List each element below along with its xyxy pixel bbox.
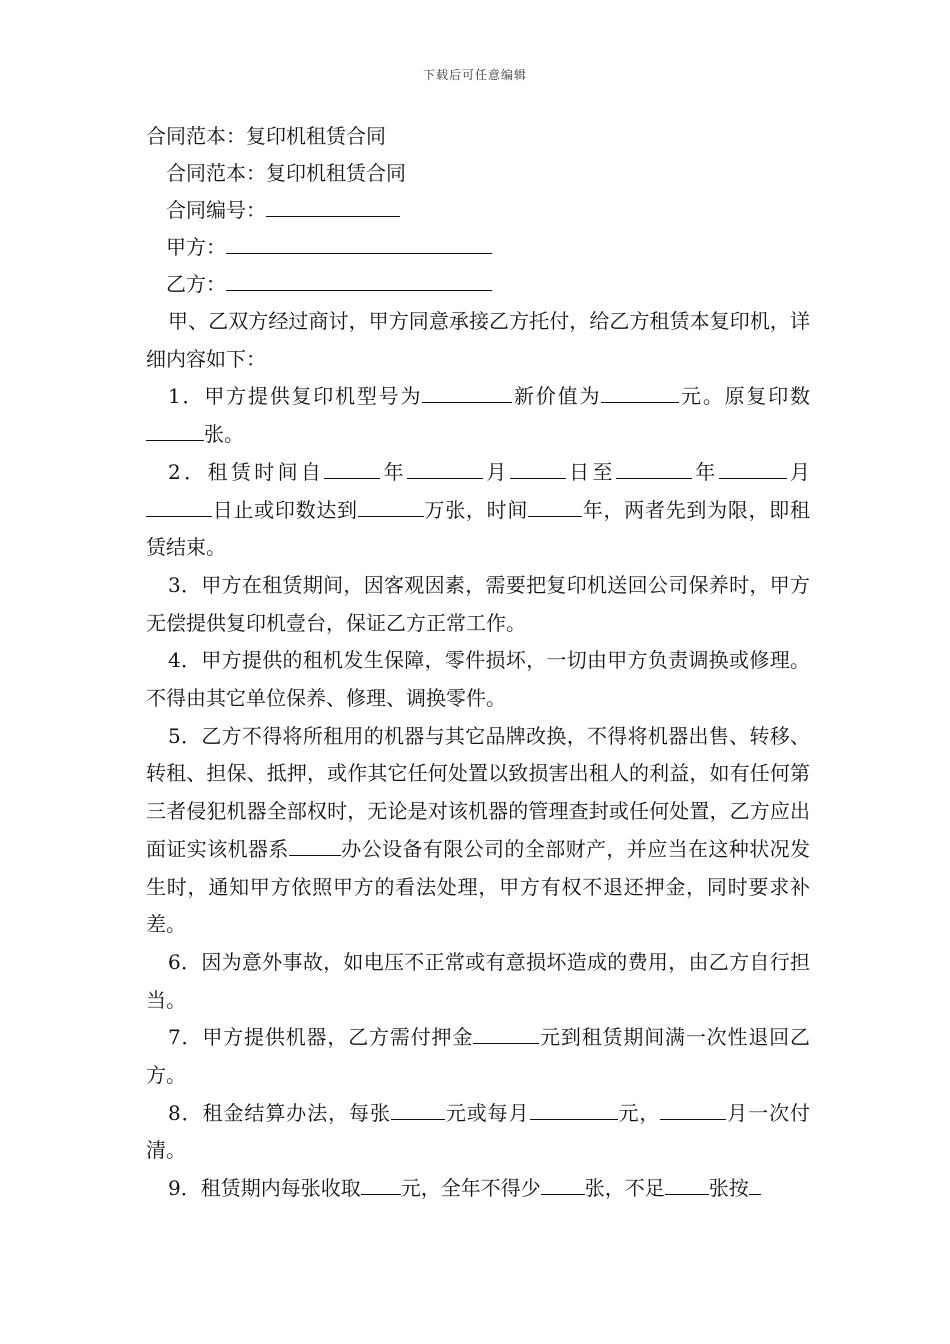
clause-text: 张按 — [708, 1176, 749, 1201]
fill-in-blank — [407, 456, 483, 479]
clause-text: 张。 — [204, 422, 244, 447]
fill-in-blank — [601, 380, 679, 403]
clause-text: 年 — [691, 459, 719, 484]
clause-4: 4．甲方提供的租机发生保障，零件损坏，一切由甲方负责调换或修理。不得由其它单位保养、修理、调换零件。 — [146, 648, 810, 711]
clause-text: 月 — [483, 459, 510, 484]
clause-text: 年，两者先到为限，即租赁结束。 — [146, 497, 811, 560]
clause-text: 日至 — [565, 459, 616, 484]
fill-in-blank — [510, 456, 566, 479]
clause-text: 日止或印数达到 — [212, 497, 358, 522]
contract-number-line — [146, 192, 810, 229]
party-a-line — [146, 229, 810, 266]
clause-text: 年 — [380, 459, 408, 484]
party-b-blank — [226, 268, 492, 291]
clause-3: 3．甲方在租赁期间，因客观因素，需要把复印机送回公司保养时，甲方无偿提供复印机壹台，保证乙方正常工作。 — [146, 572, 810, 635]
party-b-label: 乙方： — [166, 272, 226, 296]
clause-text: 元，全年不得少 — [400, 1176, 541, 1201]
fill-in-blank — [146, 494, 212, 517]
clause-7 — [146, 1019, 810, 1094]
clause-text: 2．租赁时间自 — [168, 459, 325, 484]
clause-text: 新价值为 — [512, 384, 602, 409]
party-b-line — [146, 266, 810, 303]
clause-text: 7．甲方提供机器，乙方需付押金 — [168, 1025, 474, 1050]
clause-5 — [146, 718, 810, 944]
fill-in-blank — [665, 1172, 709, 1195]
clause-text: 月 — [786, 459, 811, 484]
fill-in-blank — [749, 1172, 761, 1195]
intro-paragraph: 甲、乙双方经过商讨，甲方同意承接乙方托付，给乙方租赁本复印机，详细内容如下： — [146, 309, 810, 371]
contract-number-label: 合同编号： — [166, 198, 266, 222]
fill-in-blank — [422, 380, 512, 403]
clause-9 — [146, 1170, 810, 1208]
clause-text: 月一次付清。 — [146, 1100, 811, 1163]
document-title: 合同范本：复印机租赁合同 — [146, 124, 386, 148]
clause-text: 张，不足 — [584, 1176, 665, 1201]
fill-in-blank — [530, 1097, 618, 1120]
clause-text: 元到租赁期间满一次性退回乙方。 — [146, 1025, 811, 1088]
fill-in-blank — [358, 494, 424, 517]
clause-text: 元或每月 — [444, 1100, 530, 1125]
fill-in-blank — [146, 418, 204, 441]
fill-in-blank — [528, 494, 582, 517]
clause-text: 办公设备有限公司的全部财产，并应当在这种状况发生时，通知甲方依照甲方的看法处理，甲方有权不退还押金，同时要求补差。 — [146, 836, 811, 937]
fill-in-blank — [289, 833, 341, 856]
clause-text: 5．乙方不得将所租用的机器与其它品牌改换，不得将机器出售、转移、转租、担保、抵押，或作其它任何处置以致损害出租人的利益，如有任何第三者侵犯机器全部权时，无论是对该机器的管理查封或任何处置，乙方应出面证实该机器系 — [146, 723, 810, 861]
clause-text: 8．租金结算办法，每张 — [168, 1100, 391, 1125]
fill-in-blank — [541, 1172, 585, 1195]
clause-text: 1．甲方提供复印机型号为 — [168, 384, 423, 409]
fill-in-blank — [660, 1097, 726, 1120]
clause-text: 9．租赁期内每张收取 — [168, 1176, 361, 1201]
document-body — [146, 118, 810, 1208]
clause-text: 元， — [617, 1100, 661, 1125]
document-subtitle: 合同范本：复印机租赁合同 — [166, 161, 406, 185]
party-a-label: 甲方： — [166, 235, 226, 259]
page-header: 下载后可任意编辑 — [422, 68, 527, 82]
fill-in-blank — [473, 1021, 539, 1044]
party-a-blank — [226, 231, 492, 254]
fill-in-blank — [324, 456, 380, 479]
clause-6: 6．因为意外事故，如电压不正常或有意损坏造成的费用，由乙方自行担当。 — [146, 949, 810, 1012]
contract-number-blank — [266, 194, 400, 217]
fill-in-blank — [391, 1097, 445, 1120]
clause-1 — [146, 378, 810, 453]
fill-in-blank — [719, 456, 787, 479]
fill-in-blank — [361, 1172, 401, 1195]
clause-text: 万张，时间 — [423, 497, 529, 522]
fill-in-blank — [616, 456, 692, 479]
clause-8 — [146, 1095, 810, 1170]
clause-2 — [146, 454, 810, 567]
clause-text: 元。原复印数 — [679, 384, 811, 409]
